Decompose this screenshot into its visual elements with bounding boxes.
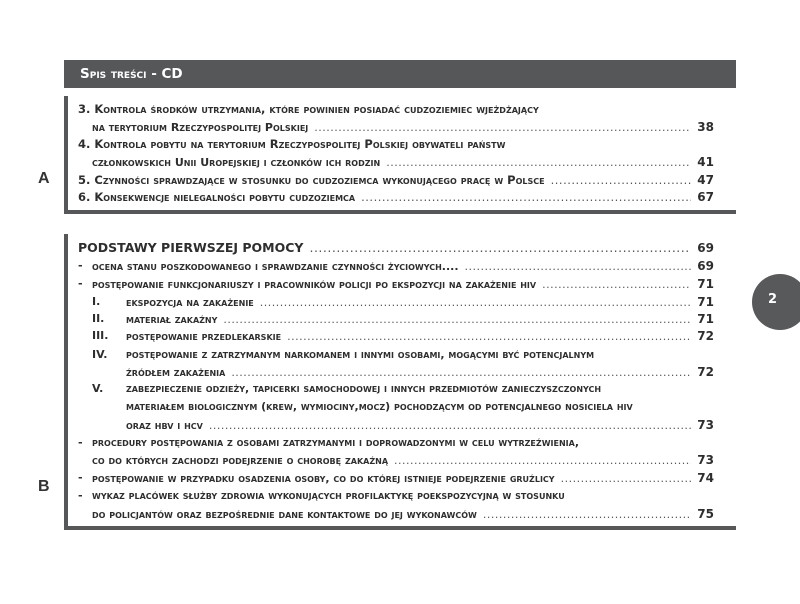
entry-marker: V. — [92, 382, 104, 395]
page-header — [64, 60, 736, 88]
toc-b-entry-1[interactable] — [92, 259, 714, 273]
toc-entry-6-page: 67 — [697, 190, 714, 204]
toc-b-entry-5[interactable] — [92, 507, 714, 521]
toc-entry-6[interactable] — [78, 190, 714, 204]
header-title: Spis treści - CD — [80, 66, 183, 82]
section-b-title: PODSTAWY PIERWSZEJ POMOCY — [78, 240, 304, 255]
dot-leader — [551, 173, 692, 187]
section-b-title-page: 69 — [697, 241, 714, 255]
toc-entry-4-line1[interactable]: 4. Kontrola pobytu na terytorium Rzeczypospolitej Polskiej obywateli państw — [78, 137, 506, 151]
toc-entry-3-page: 38 — [697, 120, 714, 134]
toc-b-entry-1-text: ocena stanu poszkodowanego i sprawdzanie czynności życiowych.... — [92, 260, 459, 273]
entry-marker: - — [78, 259, 83, 272]
toc-b-entry-iii-text: postępowanie przedlekarskie — [126, 330, 282, 343]
toc-entry-4[interactable] — [92, 155, 714, 169]
entry-marker: IV. — [92, 348, 108, 361]
dot-leader — [231, 366, 691, 379]
section-b-label: B — [38, 478, 50, 495]
page-number: 2 — [768, 292, 778, 307]
section-a-label: A — [38, 170, 50, 187]
toc-b-entry-3-page: 73 — [697, 453, 714, 467]
entry-marker: - — [78, 436, 83, 449]
toc-entry-3[interactable] — [92, 120, 714, 134]
toc-b-entry-5-line1[interactable]: wykaz placówek służby zdrowia wykonujących profilaktykę poekspozycyjną w stosunku — [92, 489, 565, 502]
toc-b-entry-2-text: postępowanie funkcjonariuszy i pracowników policji po ekspozycji na zakażenie hiv — [92, 278, 537, 291]
toc-b-entry-5-page: 75 — [697, 507, 714, 521]
toc-b-entry-5-text: do policjantów oraz bezpośrednie dane kontaktowe do jej wykonawców — [92, 508, 477, 521]
toc-b-entry-v-line1[interactable]: zabezpieczenie odzieży, tapicerki samochodowej i innych przedmiotów zanieczyszczonych — [126, 382, 602, 395]
toc-b-entry-2[interactable] — [92, 277, 714, 291]
entry-marker: III. — [92, 329, 109, 342]
toc-b-entry-iv[interactable] — [126, 365, 714, 379]
entry-marker: - — [78, 277, 83, 290]
dot-leader — [309, 240, 691, 255]
toc-entry-5[interactable] — [78, 173, 714, 187]
toc-b-entry-1-page: 69 — [697, 259, 714, 273]
toc-b-entry-iii-page: 72 — [697, 329, 714, 343]
dot-leader — [465, 260, 692, 273]
toc-b-entry-v-line2[interactable]: materiałem biologicznym (krew, wymiociny,mocz) pochodzącym od potencjalnego nosiciela hiv — [126, 400, 633, 413]
dot-leader — [361, 190, 691, 204]
toc-entry-3-line2: na terytorium Rzeczypospolitej Polskiej — [92, 121, 309, 134]
toc-b-entry-v-page: 73 — [697, 418, 714, 432]
toc-b-entry-i-page: 71 — [697, 295, 714, 309]
toc-section-b-title[interactable] — [78, 240, 714, 255]
toc-b-entry-v-text: oraz hbv i hcv — [126, 419, 203, 432]
toc-entry-5-page: 47 — [697, 173, 714, 187]
dot-leader — [542, 278, 691, 291]
entry-marker: - — [78, 471, 83, 484]
dot-leader — [483, 508, 691, 521]
toc-b-entry-ii-page: 71 — [697, 312, 714, 326]
toc-entry-3-line1[interactable]: 3. Kontrola środków utrzymania, które powinien posiadać cudzoziemiec wjeżdżający — [78, 102, 539, 116]
entry-marker: - — [78, 489, 83, 502]
dot-leader — [287, 330, 691, 343]
toc-b-entry-iv-page: 72 — [697, 365, 714, 379]
toc-entry-6-text: 6. Konsekwencje nielegalności pobytu cudzoziemca — [78, 190, 356, 204]
entry-marker: II. — [92, 312, 105, 325]
toc-b-entry-3-line1[interactable]: procedury postępowania z osobami zatrzymanymi i doprowadzonymi w celu wytrzeźwienia, — [92, 436, 580, 449]
toc-entry-5-text: 5. Czynności sprawdzające w stosunku do cudzoziemca wykonującego pracę w Polsce — [78, 173, 545, 187]
toc-b-entry-3-text: co do których zachodzi podejrzenie o chorobę zakaźną — [92, 454, 389, 467]
dot-leader — [561, 472, 692, 485]
toc-b-entry-v[interactable] — [126, 418, 714, 432]
dot-leader — [314, 121, 691, 134]
toc-b-entry-ii[interactable] — [126, 312, 714, 326]
toc-b-entry-4[interactable] — [92, 471, 714, 485]
toc-b-entry-4-page: 74 — [697, 471, 714, 485]
dot-leader — [394, 454, 691, 467]
toc-b-entry-4-text: postępowanie w przypadku osadzenia osoby, co do której istnieje podejrzenie gruźlicy — [92, 472, 555, 485]
dot-leader — [209, 419, 691, 432]
toc-b-entry-ii-text: materiał zakaźny — [126, 313, 218, 326]
page-number-tab — [752, 274, 800, 330]
toc-b-entry-iv-line1[interactable]: postępowanie z zatrzymanym narkomanem i innymi osobami, mogącymi być potencjalnym — [126, 348, 595, 361]
toc-b-entry-3[interactable] — [92, 453, 714, 467]
dot-leader — [260, 296, 692, 309]
dot-leader — [223, 313, 691, 326]
toc-b-entry-iii[interactable] — [126, 329, 714, 343]
toc-b-entry-i-text: ekspozycja na zakażenie — [126, 296, 254, 309]
toc-entry-4-page: 41 — [697, 155, 714, 169]
toc-b-entry-iv-text: źródłem zakażenia — [126, 366, 226, 379]
toc-entry-4-line2: członkowskich Unii Uropejskiej i członków ich rodzin — [92, 156, 381, 169]
dot-leader — [386, 156, 691, 169]
toc-b-entry-i[interactable] — [126, 295, 714, 309]
toc-b-entry-2-page: 71 — [697, 277, 714, 291]
entry-marker: I. — [92, 295, 101, 308]
